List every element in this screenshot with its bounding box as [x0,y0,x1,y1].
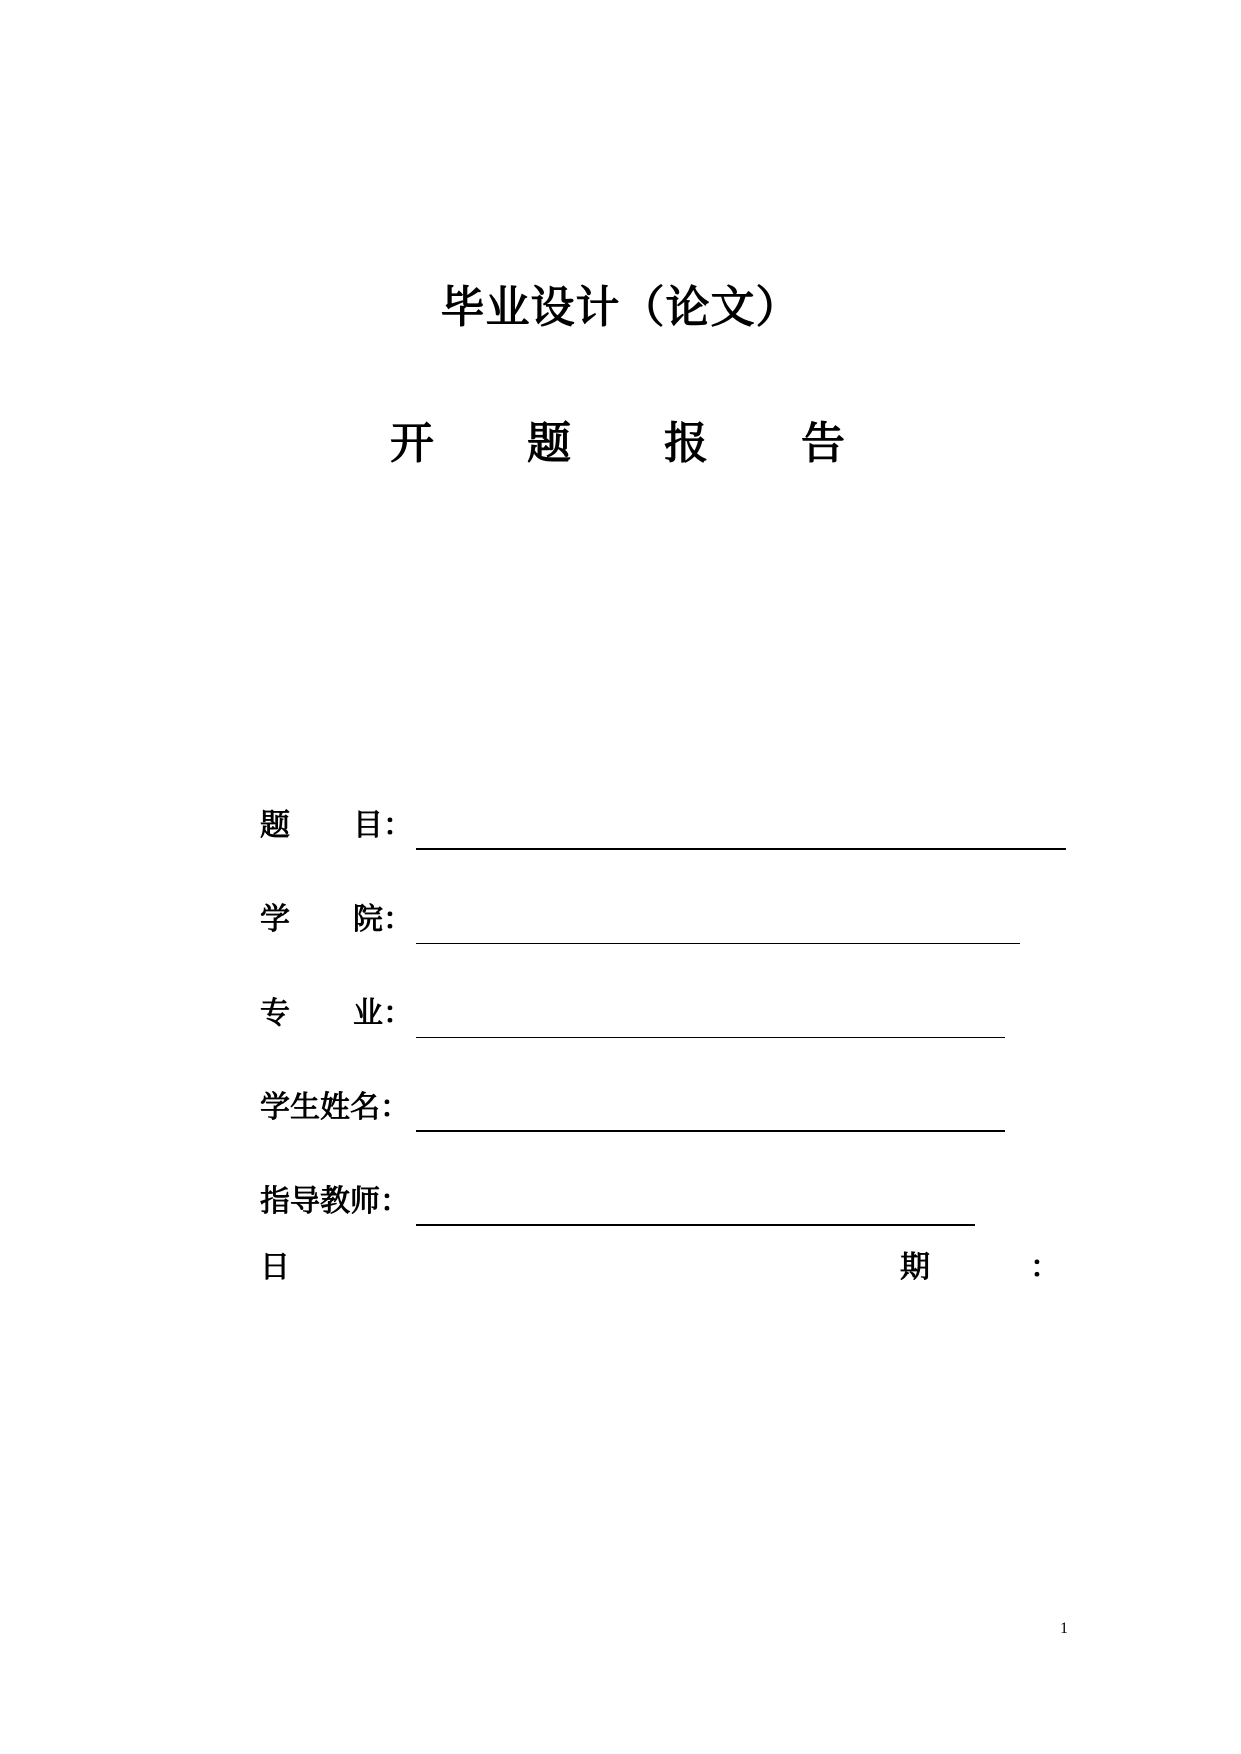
document-title: 毕业设计（论文） [440,282,801,333]
student-name-input-line[interactable] [416,1130,1005,1132]
college-input-line[interactable] [416,943,1020,944]
college-field [260,896,1100,944]
college-label-second: 院： [353,902,413,937]
subtitle-char: 报 [664,418,708,469]
topic-label-first: 题 [260,808,290,843]
college-label-first: 学 [260,902,290,937]
page-number: 1 [1060,1620,1068,1637]
major-input-line[interactable] [416,1037,1005,1038]
subtitle-char: 开 [390,418,434,469]
date-label-first: 日 [260,1250,290,1285]
date-field [260,1244,1060,1292]
advisor-input-line[interactable] [416,1224,975,1226]
major-field [260,990,1100,1038]
topic-input-line[interactable] [416,848,1066,850]
subtitle-char: 告 [801,418,845,469]
topic-label-second: 目： [353,808,413,843]
major-label-second: 业： [353,996,413,1031]
major-label-first: 专 [260,996,290,1031]
subtitle-char: 题 [527,418,571,469]
advisor-label: 指导教师： [260,1184,410,1219]
student-name-field [260,1084,1100,1132]
advisor-field [260,1178,1100,1226]
report-subtitle [0,412,1241,476]
topic-field [260,802,1100,850]
date-label-second: 期 [900,1250,930,1285]
student-name-label: 学生姓名： [260,1090,410,1125]
date-colon: ： [1030,1250,1060,1285]
